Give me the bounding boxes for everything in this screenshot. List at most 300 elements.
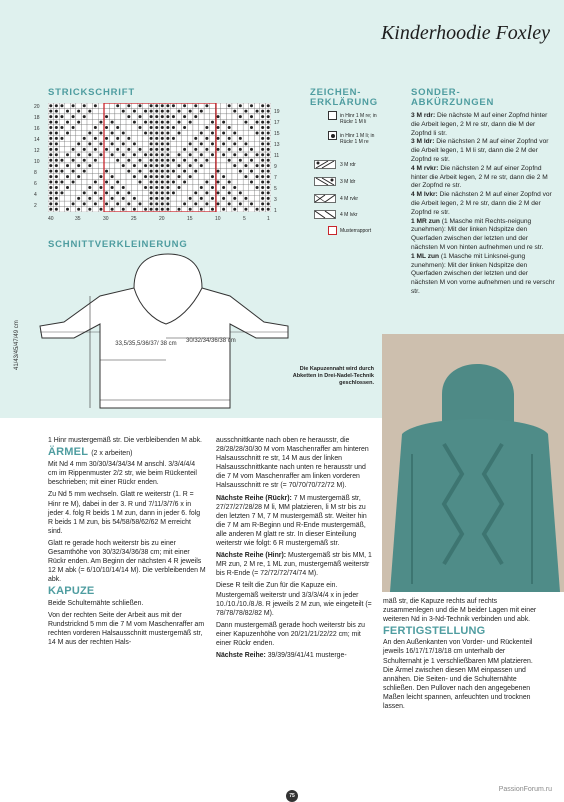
purl-dot bbox=[105, 181, 108, 184]
purl-dot bbox=[261, 104, 264, 107]
purl-dot bbox=[116, 126, 119, 129]
chart-cell bbox=[76, 114, 82, 119]
knit-symbol-icon bbox=[328, 111, 337, 120]
purl-dot bbox=[138, 115, 141, 118]
legend-item-repeat bbox=[340, 228, 371, 234]
purl-dot bbox=[189, 208, 192, 211]
chart-cell bbox=[132, 125, 138, 130]
purl-dot bbox=[155, 208, 158, 211]
purl-dot bbox=[138, 202, 141, 205]
chart-cell bbox=[81, 196, 87, 201]
purl-dot bbox=[150, 159, 153, 162]
purl-dot bbox=[144, 164, 147, 167]
purl-dot bbox=[155, 159, 158, 162]
purl-dot bbox=[166, 121, 169, 124]
chart-cell bbox=[171, 201, 177, 206]
purl-dot bbox=[233, 208, 236, 211]
purl-dot bbox=[194, 191, 197, 194]
purl-dot bbox=[105, 191, 108, 194]
purl-dot bbox=[88, 131, 91, 134]
chart-cell bbox=[109, 201, 115, 206]
purl-dot bbox=[133, 153, 136, 156]
col-num: 15 bbox=[187, 216, 193, 222]
purl-dot bbox=[66, 186, 69, 189]
legend-item-3m-ldr bbox=[340, 179, 355, 185]
purl-dot bbox=[99, 153, 102, 156]
chart-cell bbox=[176, 136, 182, 141]
purl-dot bbox=[239, 137, 242, 140]
cable-4m-rvkr-icon bbox=[314, 194, 336, 203]
chart-cell bbox=[221, 136, 227, 141]
chart-row-numbers-right bbox=[274, 107, 284, 217]
purl-dot bbox=[127, 202, 130, 205]
purl-dot bbox=[183, 181, 186, 184]
purl-dot bbox=[49, 164, 52, 167]
chart-cell bbox=[243, 158, 249, 163]
purl-dot bbox=[200, 208, 203, 211]
purl-dot bbox=[267, 137, 270, 140]
purl-dot bbox=[256, 164, 259, 167]
col-num: 5 bbox=[243, 216, 246, 222]
paragraph bbox=[216, 651, 374, 660]
chart-cell bbox=[221, 168, 227, 173]
chart-cell bbox=[254, 103, 260, 108]
text-column-3 bbox=[383, 597, 541, 714]
purl-dot bbox=[150, 202, 153, 205]
chart-cell bbox=[176, 114, 182, 119]
purl-dot bbox=[144, 153, 147, 156]
chart-cell bbox=[232, 168, 238, 173]
purl-dot bbox=[66, 164, 69, 167]
chart-cell bbox=[193, 130, 199, 135]
col-num: 20 bbox=[159, 216, 165, 222]
chart-cell bbox=[93, 196, 99, 201]
chart-cell bbox=[137, 196, 143, 201]
legend-text: Musterrapport bbox=[340, 228, 372, 234]
purl-dot bbox=[166, 115, 169, 118]
purl-dot bbox=[116, 104, 119, 107]
row-num: 12 bbox=[34, 148, 40, 154]
purl-dot bbox=[256, 131, 259, 134]
paragraph: Von der rechten Seite der Arbeit aus mit der Rundstricknd 5 mm die 7 M vom Maschenraffer am rechten vorderen Halsausschnitt mustergemäß str, 14 M aus der rechten Hals- bbox=[48, 611, 205, 646]
chart-cell bbox=[249, 190, 255, 195]
purl-dot bbox=[261, 191, 264, 194]
purl-dot bbox=[200, 110, 203, 113]
chart-cell bbox=[98, 108, 104, 113]
chart-cell bbox=[132, 130, 138, 135]
chart-cell bbox=[187, 201, 193, 206]
purl-dot bbox=[88, 186, 91, 189]
purl-dot bbox=[150, 115, 153, 118]
legend-heading bbox=[310, 88, 378, 108]
chart-cell bbox=[182, 207, 188, 212]
purl-dot bbox=[88, 153, 91, 156]
purl-dot bbox=[250, 181, 253, 184]
chart-cell bbox=[193, 185, 199, 190]
purl-dot bbox=[55, 181, 58, 184]
purl-dot bbox=[49, 202, 52, 205]
col-num: 1 bbox=[267, 216, 270, 222]
chart-cell bbox=[221, 190, 227, 195]
chart-cell bbox=[249, 152, 255, 157]
purl-dot bbox=[155, 153, 158, 156]
purl-dot bbox=[94, 181, 97, 184]
chart-cell bbox=[238, 185, 244, 190]
purl-dot bbox=[138, 126, 141, 129]
chart-cell bbox=[137, 108, 143, 113]
purl-dot bbox=[49, 126, 52, 129]
chart-cell bbox=[182, 190, 188, 195]
purl-dot bbox=[105, 126, 108, 129]
purl-dot bbox=[178, 153, 181, 156]
abbrev-entry bbox=[411, 138, 556, 164]
chart-cell bbox=[176, 201, 182, 206]
chart-cell bbox=[210, 108, 216, 113]
purl-dot bbox=[88, 164, 91, 167]
purl-dot bbox=[99, 208, 102, 211]
purl-dot bbox=[205, 181, 208, 184]
purl-dot bbox=[122, 110, 125, 113]
purl-dot bbox=[155, 115, 158, 118]
purl-dot bbox=[83, 191, 86, 194]
chart-cell bbox=[65, 103, 71, 108]
chart-cell bbox=[238, 119, 244, 124]
legend-text: 3 M rdr bbox=[340, 162, 356, 168]
chart-cell bbox=[199, 114, 205, 119]
purl-dot bbox=[72, 181, 75, 184]
abbrev-text: Die nächste M auf einer Zopfnd hinter die Arbeit legen, 2 M re str, dann die M der Zopfnd li str. bbox=[411, 112, 548, 137]
row-num: 1 bbox=[274, 208, 277, 214]
purl-dot bbox=[217, 191, 220, 194]
purl-dot bbox=[55, 186, 58, 189]
purl-dot bbox=[161, 186, 164, 189]
chart-cell bbox=[70, 196, 76, 201]
purl-dot bbox=[94, 159, 97, 162]
chart-cell bbox=[226, 185, 232, 190]
purl-dot bbox=[77, 142, 80, 145]
purl-dot bbox=[155, 197, 158, 200]
chart-cell bbox=[70, 185, 76, 190]
purl-dot bbox=[55, 126, 58, 129]
chart-cell bbox=[109, 136, 115, 141]
purl-dot bbox=[144, 121, 147, 124]
chart-cell bbox=[204, 114, 210, 119]
chart-cell bbox=[238, 141, 244, 146]
purl-dot bbox=[200, 142, 203, 145]
chart-cell bbox=[143, 190, 149, 195]
purl-dot bbox=[55, 170, 58, 173]
purl-dot bbox=[211, 153, 214, 156]
chart-cell bbox=[98, 114, 104, 119]
chart-cell bbox=[243, 114, 249, 119]
chart-row-numbers-left bbox=[34, 102, 44, 212]
chart-cell bbox=[187, 185, 193, 190]
chart-cell bbox=[132, 136, 138, 141]
chart-cell bbox=[115, 119, 121, 124]
purl-dot bbox=[267, 159, 270, 162]
col-num: 25 bbox=[131, 216, 137, 222]
purl-dot bbox=[150, 186, 153, 189]
chart-cell bbox=[98, 201, 104, 206]
purl-dot bbox=[267, 153, 270, 156]
chart-cell bbox=[232, 114, 238, 119]
chart-cell bbox=[132, 114, 138, 119]
purl-dot bbox=[127, 159, 130, 162]
abbrev-term: 3 M ldr: bbox=[411, 138, 435, 146]
purl-dot bbox=[83, 170, 86, 173]
purl-dot bbox=[267, 115, 270, 118]
chart-cell bbox=[210, 114, 216, 119]
chart-cell bbox=[254, 179, 260, 184]
row-num: 5 bbox=[274, 186, 277, 192]
purl-dot bbox=[150, 110, 153, 113]
paragraph: mäß str, die Kapuze rechts auf rechts zusammenlegen und die M beider Lagen mit einer weiteren Nd in 3-Nd-Technik verbinden und abk. bbox=[383, 598, 537, 624]
purl-dot bbox=[189, 121, 192, 124]
purl-dot bbox=[267, 186, 270, 189]
chart-cell bbox=[249, 141, 255, 146]
photo-illustration bbox=[382, 334, 564, 592]
chart-cell bbox=[87, 174, 93, 179]
purl-dot bbox=[183, 115, 186, 118]
chest-measurement: 33,5/35,5/36/37/ 38 cm bbox=[115, 341, 177, 347]
chart-cell bbox=[126, 141, 132, 146]
watermark: PassionForum.ru bbox=[498, 786, 552, 793]
chart-cell bbox=[182, 136, 188, 141]
chart-cell bbox=[137, 152, 143, 157]
abbrev-entry bbox=[411, 218, 556, 253]
chart-cell bbox=[93, 163, 99, 168]
chart-cell bbox=[254, 201, 260, 206]
purl-dot bbox=[49, 153, 52, 156]
purl-dot bbox=[150, 191, 153, 194]
chart-cell bbox=[221, 125, 227, 130]
purl-dot bbox=[116, 148, 119, 151]
purl-dot bbox=[244, 164, 247, 167]
chart-cell bbox=[70, 136, 76, 141]
section-heading-kapuze: KAPUZE bbox=[48, 585, 95, 598]
chart-cell bbox=[137, 185, 143, 190]
chart-cell bbox=[137, 119, 143, 124]
chart-cell bbox=[226, 207, 232, 212]
purl-dot bbox=[183, 126, 186, 129]
purl-dot bbox=[205, 202, 208, 205]
chart-cell bbox=[70, 174, 76, 179]
legend-text: 4 M rvkr bbox=[340, 196, 359, 202]
paragraph-text: Mustergemäß str bis MM, 1 MR zun, 2 M re, 1 ML zun, mustergemäß weiterstr bis R-Ende (= 72/72/72/74/74 M). bbox=[216, 552, 372, 578]
chart-cell bbox=[182, 185, 188, 190]
purl-dot bbox=[166, 142, 169, 145]
chart-cell bbox=[76, 130, 82, 135]
purl-dot bbox=[200, 131, 203, 134]
abbrev-term: 1 ML zun bbox=[411, 252, 440, 260]
purl-dot bbox=[222, 142, 225, 145]
purl-dot bbox=[256, 121, 259, 124]
purl-dot bbox=[55, 197, 58, 200]
chart-cell bbox=[143, 147, 149, 152]
abbrev-term: 1 MR zun bbox=[411, 217, 440, 225]
purl-dot bbox=[66, 110, 69, 113]
purl-dot bbox=[88, 197, 91, 200]
chart-cell bbox=[143, 103, 149, 108]
chart-cell bbox=[76, 147, 82, 152]
purl-dot bbox=[228, 159, 231, 162]
legend-item-purl bbox=[340, 133, 374, 145]
chart-cell bbox=[199, 103, 205, 108]
chart-cell bbox=[221, 114, 227, 119]
legend-text: in Hinr 1 M li; in bbox=[340, 133, 375, 139]
purl-dot bbox=[155, 110, 158, 113]
chart-cell bbox=[232, 125, 238, 130]
text-column-1 bbox=[48, 436, 206, 650]
chart-cell bbox=[199, 119, 205, 124]
chart-cell bbox=[187, 130, 193, 135]
cable-3m-rdr-icon bbox=[314, 160, 336, 169]
purl-dot bbox=[261, 126, 264, 129]
chart-cell bbox=[204, 174, 210, 179]
purl-dot bbox=[99, 197, 102, 200]
purl-dot bbox=[161, 131, 164, 134]
hoodie-schematic bbox=[30, 252, 300, 412]
chart-cell bbox=[109, 168, 115, 173]
abbrev-term: 3 M rdr: bbox=[411, 112, 436, 119]
purl-dot bbox=[166, 126, 169, 129]
purl-dot bbox=[49, 131, 52, 134]
chart-cell bbox=[143, 201, 149, 206]
chart-cell bbox=[193, 174, 199, 179]
row-num: 7 bbox=[274, 175, 277, 181]
purl-dot bbox=[55, 208, 58, 211]
purl-dot bbox=[94, 137, 97, 140]
chart-cell bbox=[226, 163, 232, 168]
chart-cell bbox=[109, 103, 115, 108]
length-measurement: 41/43/45/47/49 cm bbox=[14, 320, 20, 370]
chart-cell bbox=[187, 190, 193, 195]
purl-dot bbox=[194, 148, 197, 151]
chart-cell bbox=[249, 174, 255, 179]
purl-dot bbox=[122, 153, 125, 156]
purl-dot bbox=[150, 197, 153, 200]
purl-dot bbox=[267, 175, 270, 178]
chart-cell bbox=[76, 158, 82, 163]
purl-dot bbox=[150, 175, 153, 178]
chart-cell bbox=[243, 179, 249, 184]
chart-cell bbox=[238, 207, 244, 212]
chart-cell bbox=[243, 168, 249, 173]
purl-dot bbox=[155, 137, 158, 140]
purl-dot bbox=[256, 186, 259, 189]
purl-dot bbox=[228, 181, 231, 184]
chart-cell bbox=[254, 141, 260, 146]
chart-cell bbox=[98, 147, 104, 152]
purl-dot bbox=[105, 170, 108, 173]
chart-cell bbox=[65, 179, 71, 184]
chart-cell bbox=[238, 108, 244, 113]
purl-dot bbox=[267, 131, 270, 134]
chart-cell bbox=[182, 130, 188, 135]
purl-dot bbox=[155, 121, 158, 124]
purl-dot bbox=[267, 208, 270, 211]
purl-dot bbox=[150, 142, 153, 145]
purl-dot bbox=[122, 131, 125, 134]
purl-dot bbox=[228, 202, 231, 205]
purl-dot bbox=[267, 197, 270, 200]
purl-dot bbox=[66, 208, 69, 211]
purl-dot bbox=[72, 148, 75, 151]
abbrev-heading-line1: SONDER- bbox=[411, 87, 461, 98]
paragraph: Dann mustergemäß gerade hoch weiterstr bis zu einer Kapuzenhöhe von 20/21/21/22/22 cm; mit einer Rückr enden. bbox=[216, 621, 365, 647]
abbrev-text: Die nächsten 2 M auf einer Zopfnd vor die Arbeit legen, 2 M re str, dann die 2 M der Zopfnd re str. bbox=[411, 191, 552, 216]
purl-dot bbox=[49, 175, 52, 178]
purl-dot bbox=[189, 153, 192, 156]
chart-cell bbox=[76, 136, 82, 141]
legend-text: 4 M lvkr bbox=[340, 212, 358, 218]
purl-dot bbox=[217, 202, 220, 205]
purl-dot bbox=[222, 197, 225, 200]
chart-cell bbox=[98, 168, 104, 173]
chart-cell bbox=[143, 179, 149, 184]
purl-dot bbox=[261, 142, 264, 145]
chart-cell bbox=[232, 201, 238, 206]
chart-cell bbox=[143, 196, 149, 201]
row-num: 4 bbox=[34, 192, 37, 198]
chart-cell bbox=[171, 147, 177, 152]
chart-cell bbox=[126, 207, 132, 212]
chart-cell bbox=[221, 103, 227, 108]
purl-dot bbox=[194, 170, 197, 173]
chart-cell bbox=[59, 141, 65, 146]
chart-cell bbox=[171, 207, 177, 212]
chart-cell bbox=[199, 147, 205, 152]
chart-cell bbox=[98, 190, 104, 195]
purl-dot bbox=[205, 104, 208, 107]
chart-cell bbox=[109, 163, 115, 168]
purl-dot bbox=[94, 126, 97, 129]
chart-cell bbox=[65, 168, 71, 173]
purl-dot bbox=[161, 202, 164, 205]
purl-dot bbox=[150, 104, 153, 107]
chart-cell bbox=[65, 147, 71, 152]
purl-dot bbox=[261, 175, 264, 178]
purl-dot bbox=[239, 115, 242, 118]
purl-dot bbox=[166, 202, 169, 205]
row-num: 3 bbox=[274, 197, 277, 203]
chart-cell bbox=[249, 196, 255, 201]
chart-cell bbox=[249, 163, 255, 168]
chart-cell bbox=[199, 201, 205, 206]
chart-cell bbox=[221, 158, 227, 163]
purl-dot bbox=[55, 175, 58, 178]
chart-cell bbox=[171, 130, 177, 135]
legend-text: Rückr 1 M li bbox=[340, 119, 367, 125]
chart-cell bbox=[87, 114, 93, 119]
chart-cell bbox=[243, 190, 249, 195]
chart-cell bbox=[182, 141, 188, 146]
purl-dot bbox=[72, 115, 75, 118]
legend-item-4m-lvkr bbox=[340, 212, 358, 218]
chart-cell bbox=[70, 152, 76, 157]
chart-cell bbox=[109, 114, 115, 119]
chart-cell bbox=[59, 108, 65, 113]
purl-dot bbox=[183, 202, 186, 205]
chart-cell bbox=[210, 201, 216, 206]
purl-dot bbox=[138, 159, 141, 162]
purl-dot bbox=[49, 181, 52, 184]
chart-cell bbox=[65, 125, 71, 130]
abbrev-term: 4 M lvkr: bbox=[411, 191, 438, 199]
chart-cell bbox=[243, 147, 249, 152]
chart-cell bbox=[199, 136, 205, 141]
chart-cell bbox=[70, 130, 76, 135]
